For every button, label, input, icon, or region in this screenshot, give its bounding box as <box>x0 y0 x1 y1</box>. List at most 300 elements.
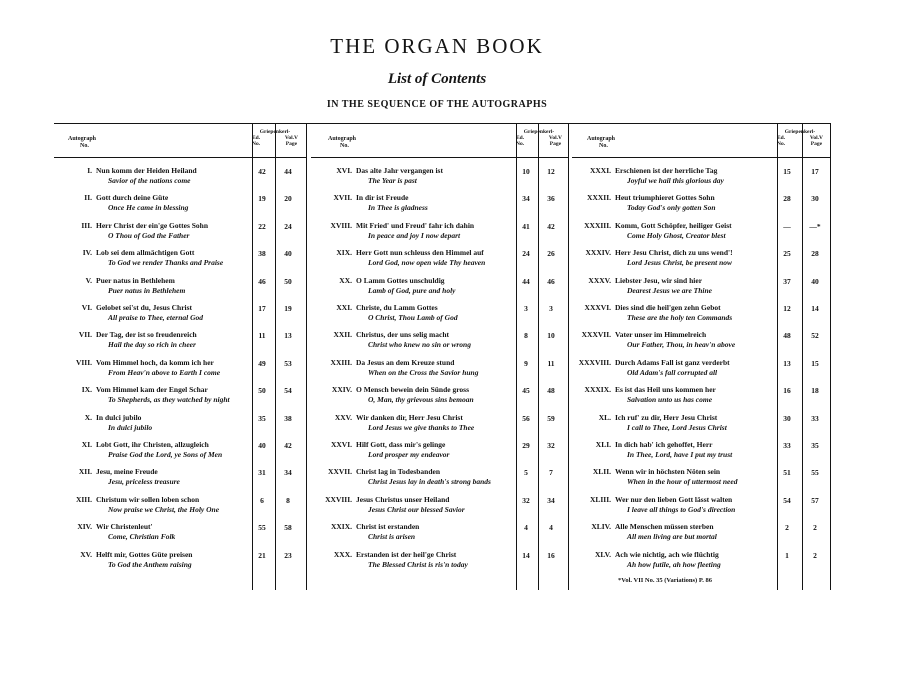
autograph-title <box>577 221 776 231</box>
german-title: Lob sei dem allmächtigen Gott <box>96 248 195 258</box>
table-row <box>58 166 252 186</box>
autograph-number: VII. <box>78 330 92 340</box>
table-row <box>58 330 252 350</box>
english-title: O Thou of God the Father <box>108 230 190 240</box>
english-title: Dearest Jesus we are Thine <box>627 285 712 295</box>
table-row <box>318 193 514 213</box>
english-title: Come Holy Ghost, Creator blest <box>627 230 726 240</box>
ed-number: 6 <box>260 495 264 505</box>
english-title: Hail the day so rich in cheer <box>108 340 196 350</box>
table-row <box>318 166 514 186</box>
ed-number: 48 <box>783 331 791 341</box>
autograph-title <box>318 495 514 505</box>
ed-number: 1 <box>785 550 789 560</box>
autograph-title <box>577 248 776 258</box>
autograph-label: Autograph <box>587 136 616 142</box>
german-title: Helft mir, Gottes Güte preisen <box>96 549 193 559</box>
ed-number: 16 <box>783 386 791 396</box>
english-title: Lord God, now open wide Thy heaven <box>368 258 486 268</box>
autograph-title <box>577 303 776 313</box>
table-row <box>318 385 514 405</box>
english-title: Lamb of God, pure and holy <box>368 285 456 295</box>
table-row <box>58 385 252 405</box>
autograph-title <box>58 276 252 286</box>
english-title: O, Man, thy grievous sins bemoan <box>368 395 474 405</box>
table-row <box>318 248 514 268</box>
english-title: Now praise we Christ, the Holy One <box>108 504 220 514</box>
autograph-title <box>577 166 776 176</box>
ed-number: 33 <box>783 441 791 450</box>
english-title: Christ who knew no sin or wrong <box>368 340 471 350</box>
autograph-no-label: No. <box>80 143 89 149</box>
page-number: 4 <box>549 523 553 533</box>
page-number: 30 <box>811 194 819 204</box>
english-title: To God we render Thanks and Praise <box>108 258 224 268</box>
autograph-title <box>58 166 252 176</box>
autograph-title <box>318 440 514 450</box>
autograph-number: XXXIV. <box>585 248 611 258</box>
page-label: Page <box>549 141 562 147</box>
page-number: 8 <box>286 495 290 505</box>
table-row <box>577 467 776 487</box>
german-title: Wer nur den lieben Gott lässt walten <box>615 494 733 504</box>
autograph-title <box>58 440 252 450</box>
autograph-number: XXXV. <box>588 275 611 285</box>
page-number: 46 <box>547 276 555 286</box>
column-divider <box>516 123 517 590</box>
autograph-title <box>318 467 514 477</box>
german-title: Christus, der uns selig macht <box>356 330 449 340</box>
german-title: In dulci jubilo <box>96 412 142 422</box>
english-title: Puer natus in Bethlehem <box>108 285 186 295</box>
autograph-number: III. <box>81 220 92 230</box>
german-title: O Mensch bewein dein Sünde gross <box>356 385 470 395</box>
autograph-number: XXI. <box>336 303 352 312</box>
autograph-number: XX. <box>339 275 352 285</box>
vol-label: Vol.V <box>809 135 823 141</box>
ed-number: 25 <box>783 249 791 259</box>
griepenkerl-label: Griepenkerl- <box>523 129 555 135</box>
page-number: 13 <box>284 331 292 341</box>
autograph-title <box>58 248 252 258</box>
autograph-number: XLIII. <box>589 494 611 504</box>
ed-number: 13 <box>783 358 791 368</box>
vol-label: Vol.V <box>284 135 298 141</box>
english-title: I leave all things to God's direction <box>627 504 736 514</box>
german-title: Wenn wir in höchsten Nöten sein <box>615 467 721 477</box>
page-number: 16 <box>547 550 555 560</box>
english-title: Christ Jesus lay in death's strong bands <box>368 477 491 487</box>
ed-no-label: No. <box>777 141 786 147</box>
footnote: *Vol. VII No. 35 (Variations) P. 86 <box>618 577 712 584</box>
table-row <box>577 303 776 323</box>
autograph-number: XVI. <box>336 166 352 175</box>
autograph-number: XXV. <box>334 412 352 422</box>
english-title: In Thee, Lord, have I put my trust <box>627 450 733 459</box>
page-number: 2 <box>813 550 817 560</box>
german-title: Christe, du Lamm Gottes <box>356 303 438 312</box>
autograph-title <box>577 276 776 286</box>
page-number: 38 <box>284 413 292 423</box>
page-number: 48 <box>547 386 555 396</box>
german-title: Wir Christenleut' <box>96 522 153 532</box>
table-row <box>318 276 514 296</box>
german-title: In dich hab' ich gehoffet, Herr <box>615 440 713 449</box>
english-title: In Thee is gladness <box>368 203 428 213</box>
autograph-number: I. <box>87 166 92 175</box>
german-title: Erschienen ist der herrliche Tag <box>615 166 718 175</box>
table-row <box>577 276 776 296</box>
page-subtitle-2: IN THE SEQUENCE OF THE AUTOGRAPHS <box>326 99 548 110</box>
table-row <box>318 413 514 433</box>
column-divider <box>538 123 539 590</box>
table-row <box>58 550 252 570</box>
autograph-title <box>318 193 514 203</box>
autograph-number: XXXIII. <box>584 220 611 230</box>
autograph-title <box>577 467 776 477</box>
german-title: Nun komm der Heiden Heiland <box>96 166 197 175</box>
ed-no-label: No. <box>252 141 261 147</box>
ed-number: 56 <box>522 413 530 423</box>
autograph-number: XLV. <box>594 549 611 559</box>
german-title: Ich ruf' zu dir, Herr Jesu Christ <box>615 412 718 422</box>
german-title: Herr Jesu Christ, dich zu uns wend'! <box>615 248 733 258</box>
german-title: Dies sind die heil'gen zehn Gebot <box>615 303 721 312</box>
ed-number: 14 <box>522 550 530 560</box>
column-divider <box>777 123 778 590</box>
autograph-number: XXXVII. <box>581 330 611 340</box>
table-row <box>58 303 252 323</box>
english-title: Jesu, priceless treasure <box>108 477 180 487</box>
page-number: 20 <box>284 194 292 204</box>
page-number: 7 <box>549 468 553 478</box>
german-title: Gott durch deine Güte <box>96 193 169 203</box>
autograph-title <box>577 358 776 368</box>
column-divider <box>830 123 831 590</box>
ed-number: — <box>783 221 791 231</box>
griepenkerl-header <box>776 129 824 147</box>
autograph-number: XIX. <box>336 248 352 258</box>
german-title: O Lamm Gottes unschuldig <box>356 275 445 285</box>
table-row <box>577 193 776 213</box>
ed-number: 11 <box>258 331 266 341</box>
ed-number: 41 <box>522 221 530 231</box>
autograph-number: XII. <box>78 467 92 477</box>
english-title: Jesus Christ our blessed Savior <box>368 504 465 514</box>
autograph-number: XLI. <box>595 440 611 449</box>
table-row <box>58 193 252 213</box>
english-title: Ah how futile, ah how fleeting <box>627 559 721 569</box>
english-title: Come, Christian Folk <box>108 532 176 542</box>
ed-label: Ed. <box>777 135 786 141</box>
german-title: Heut triumphieret Gottes Sohn <box>615 193 715 203</box>
german-title: Durch Adams Fall ist ganz verderbt <box>615 357 730 367</box>
autograph-label: Autograph <box>328 136 357 142</box>
page-number: 53 <box>284 358 292 368</box>
table-row <box>58 358 252 378</box>
autograph-number: XL. <box>598 412 611 422</box>
autograph-number: XXXIX. <box>584 385 611 395</box>
page-number: 42 <box>284 441 292 450</box>
english-title: To God the Anthem raising <box>108 559 192 569</box>
table-row <box>58 467 252 487</box>
autograph-label: Autograph <box>68 136 97 142</box>
autograph-number: XIV. <box>77 522 92 532</box>
table-row <box>58 413 252 433</box>
table-row <box>577 166 776 186</box>
ed-number: 22 <box>258 221 266 231</box>
autograph-title <box>318 248 514 258</box>
ed-number: 46 <box>258 276 266 286</box>
page-number: 33 <box>811 413 819 423</box>
autograph-title <box>318 221 514 231</box>
ed-number: 5 <box>524 468 528 478</box>
german-title: Vom Himmel hoch, da komm ich her <box>96 357 214 367</box>
page-number: 10 <box>547 331 555 341</box>
autograph-title <box>58 221 252 231</box>
autograph-number: XV. <box>80 549 92 559</box>
autograph-number: X. <box>84 412 92 422</box>
table-row <box>577 221 776 241</box>
english-title: When in the hour of uttermost need <box>627 477 738 487</box>
autograph-title <box>58 467 252 477</box>
table-row <box>58 276 252 296</box>
page-number: 3 <box>549 304 553 313</box>
table-row <box>58 522 252 542</box>
page-number: 28 <box>811 249 819 259</box>
autograph-title <box>58 550 252 560</box>
german-title: Lobt Gott, ihr Christen, allzugleich <box>96 440 209 449</box>
autograph-title <box>318 413 514 423</box>
ed-no-label: No. <box>516 141 525 147</box>
page-number: 34 <box>547 495 555 505</box>
ed-number: 3 <box>524 304 528 313</box>
table-row <box>58 440 252 460</box>
german-title: Da Jesus an dem Kreuze stund <box>356 357 455 367</box>
autograph-header <box>68 136 96 150</box>
autograph-title <box>577 385 776 395</box>
griepenkerl-label: Griepenkerl- <box>784 129 816 135</box>
table-top-rule <box>54 123 830 124</box>
autograph-number: XXVI. <box>330 440 352 449</box>
english-title: Salvation unto us has come <box>627 395 713 405</box>
page-number: 50 <box>284 276 292 286</box>
page-number: 54 <box>284 386 292 396</box>
page-label: Page <box>285 141 298 147</box>
page-number: 40 <box>284 249 292 259</box>
column-divider <box>802 123 803 590</box>
autograph-title <box>58 303 252 313</box>
autograph-number: VIII. <box>75 357 92 367</box>
autograph-title <box>577 440 776 450</box>
autograph-number: XXIX. <box>330 522 352 532</box>
autograph-number: XXII. <box>333 330 352 340</box>
english-title: In dulci jubilo <box>108 422 153 432</box>
page-number: 12 <box>547 167 555 176</box>
autograph-no-label: No. <box>340 143 349 149</box>
griepenkerl-label: Griepenkerl- <box>259 129 291 135</box>
page-number: 59 <box>547 413 555 423</box>
ed-number: 44 <box>522 276 530 286</box>
autograph-title <box>58 413 252 423</box>
english-title: The Year is past <box>368 176 417 185</box>
autograph-number: VI. <box>81 303 92 312</box>
page-number: 11 <box>547 358 555 368</box>
table-row <box>318 522 514 542</box>
page-number: 35 <box>811 441 819 450</box>
page-number: 2 <box>813 523 817 533</box>
autograph-title <box>58 385 252 395</box>
autograph-title <box>318 522 514 532</box>
page-label: Page <box>810 141 823 147</box>
german-title: Ach wie nichtig, ach wie flüchtig <box>615 549 719 559</box>
german-title: Gelobet sei'st du, Jesus Christ <box>96 303 193 312</box>
autograph-number: XXVII. <box>328 467 352 477</box>
table-row <box>577 385 776 405</box>
autograph-title <box>577 495 776 505</box>
english-title: O Christ, Thou Lamb of God <box>368 313 458 322</box>
ed-number: 38 <box>258 249 266 259</box>
header-rule <box>311 157 568 158</box>
ed-number: 34 <box>522 194 530 204</box>
autograph-number: XXXVI. <box>584 303 611 312</box>
german-title: Vom Himmel kam der Engel Schar <box>96 385 208 395</box>
autograph-title <box>318 303 514 313</box>
ed-number: 12 <box>783 304 791 313</box>
german-title: Herr Christ der ein'ge Gottes Sohn <box>96 220 209 230</box>
german-title: Jesu, meine Freude <box>96 467 158 477</box>
page-number: 40 <box>811 276 819 286</box>
english-title: Savior of the nations come <box>108 176 191 185</box>
table-row <box>318 550 514 570</box>
ed-label: Ed. <box>516 135 525 141</box>
ed-number: 4 <box>524 523 528 533</box>
ed-number: 10 <box>522 167 530 176</box>
page-number: 57 <box>811 495 819 505</box>
english-title: I call to Thee, Lord Jesus Christ <box>627 422 727 432</box>
german-title: Jesus Christus unser Heiland <box>356 494 450 504</box>
ed-number: 2 <box>785 523 789 533</box>
german-title: Wir danken dir, Herr Jesu Christ <box>356 412 463 422</box>
english-title: The Blessed Christ is ris'n today <box>368 559 468 569</box>
table-row <box>577 248 776 268</box>
page-title: THE ORGAN BOOK <box>330 34 544 58</box>
autograph-number: XIII. <box>75 494 92 504</box>
english-title: Christ is arisen <box>368 532 416 542</box>
english-title: Lord Jesus Christ, be present now <box>627 258 733 268</box>
column-divider <box>252 123 253 590</box>
autograph-title <box>577 550 776 560</box>
ed-number: 40 <box>258 441 266 450</box>
english-title: All praise to Thee, eternal God <box>108 313 203 322</box>
ed-number: 30 <box>783 413 791 423</box>
column-divider <box>568 123 569 590</box>
autograph-number: XXIII. <box>330 357 352 367</box>
english-title: These are the holy ten Commands <box>627 313 733 322</box>
page-number: 55 <box>811 468 819 478</box>
ed-number: 37 <box>783 276 791 286</box>
autograph-header <box>587 136 615 150</box>
german-title: Es ist das Heil uns kommen her <box>615 385 716 395</box>
page-number: 23 <box>284 550 292 560</box>
english-title: Old Adam's fall corrupted all <box>627 367 718 377</box>
page-number: 24 <box>284 221 292 231</box>
english-title: Lord Jesus we give thanks to Thee <box>368 422 475 432</box>
autograph-number: V. <box>85 275 92 285</box>
autograph-title <box>58 330 252 340</box>
page-subtitle: List of Contents <box>387 71 487 87</box>
autograph-number: XLII. <box>592 467 611 477</box>
autograph-title <box>318 166 514 176</box>
page-number: —* <box>809 221 821 231</box>
page-number: 58 <box>284 523 292 533</box>
german-title: Vater unser im Himmelreich <box>615 330 707 340</box>
page-number: 52 <box>811 331 819 341</box>
ed-number: 9 <box>524 358 528 368</box>
page-number: 18 <box>811 386 819 396</box>
german-title: Herr Gott nun schleuss den Himmel auf <box>356 248 484 258</box>
german-title: Mit Fried' und Freud' fahr ich dahin <box>356 220 475 230</box>
autograph-title <box>577 522 776 532</box>
ed-number: 8 <box>524 331 528 341</box>
autograph-number: XI. <box>81 440 92 449</box>
autograph-title <box>318 276 514 286</box>
autograph-number: XVIII. <box>330 220 352 230</box>
page-number: 34 <box>284 468 292 478</box>
vol-label: Vol.V <box>548 135 562 141</box>
english-title: Today God's only gotten Son <box>627 203 716 213</box>
page-number: 17 <box>811 167 819 176</box>
autograph-title <box>318 385 514 395</box>
autograph-title <box>318 330 514 340</box>
english-title: Our Father, Thou, in heav'n above <box>627 340 736 350</box>
table-row <box>318 440 514 460</box>
ed-number: 24 <box>522 249 530 259</box>
column-divider <box>306 123 307 590</box>
ed-number: 49 <box>258 358 266 368</box>
german-title: Liebster Jesu, wir sind hier <box>615 275 703 285</box>
ed-number: 50 <box>258 386 266 396</box>
english-title: Joyful we hail this glorious day <box>627 176 724 185</box>
ed-number: 29 <box>522 441 530 450</box>
table-row <box>318 358 514 378</box>
page-number: 19 <box>284 304 292 313</box>
autograph-number: XXVIII. <box>325 494 352 504</box>
german-title: Komm, Gott Schöpfer, heiliger Geist <box>615 220 732 230</box>
table-row <box>58 495 252 515</box>
german-title: Christ lag in Todesbanden <box>356 467 440 477</box>
german-title: Alle Menschen müssen sterben <box>615 522 714 532</box>
table-row <box>577 440 776 460</box>
ed-number: 51 <box>783 468 791 478</box>
autograph-title <box>58 358 252 368</box>
table-row <box>577 413 776 433</box>
ed-number: 31 <box>258 468 266 478</box>
autograph-title <box>577 330 776 340</box>
german-title: Christum wir sollen loben schon <box>96 494 200 504</box>
ed-number: 28 <box>783 194 791 204</box>
english-title: Praise God the Lord, ye Sons of Men <box>108 450 223 459</box>
english-title: From Heav'n above to Earth I come <box>108 367 221 377</box>
header-rule <box>54 157 306 158</box>
german-title: Hilf Gott, dass mir's gelinge <box>356 440 446 449</box>
autograph-title <box>318 550 514 560</box>
page-number: 42 <box>547 221 555 231</box>
page-number: 32 <box>547 441 555 450</box>
table-row <box>318 467 514 487</box>
english-title: Lord prosper my endeavor <box>368 450 450 459</box>
ed-number: 55 <box>258 523 266 533</box>
